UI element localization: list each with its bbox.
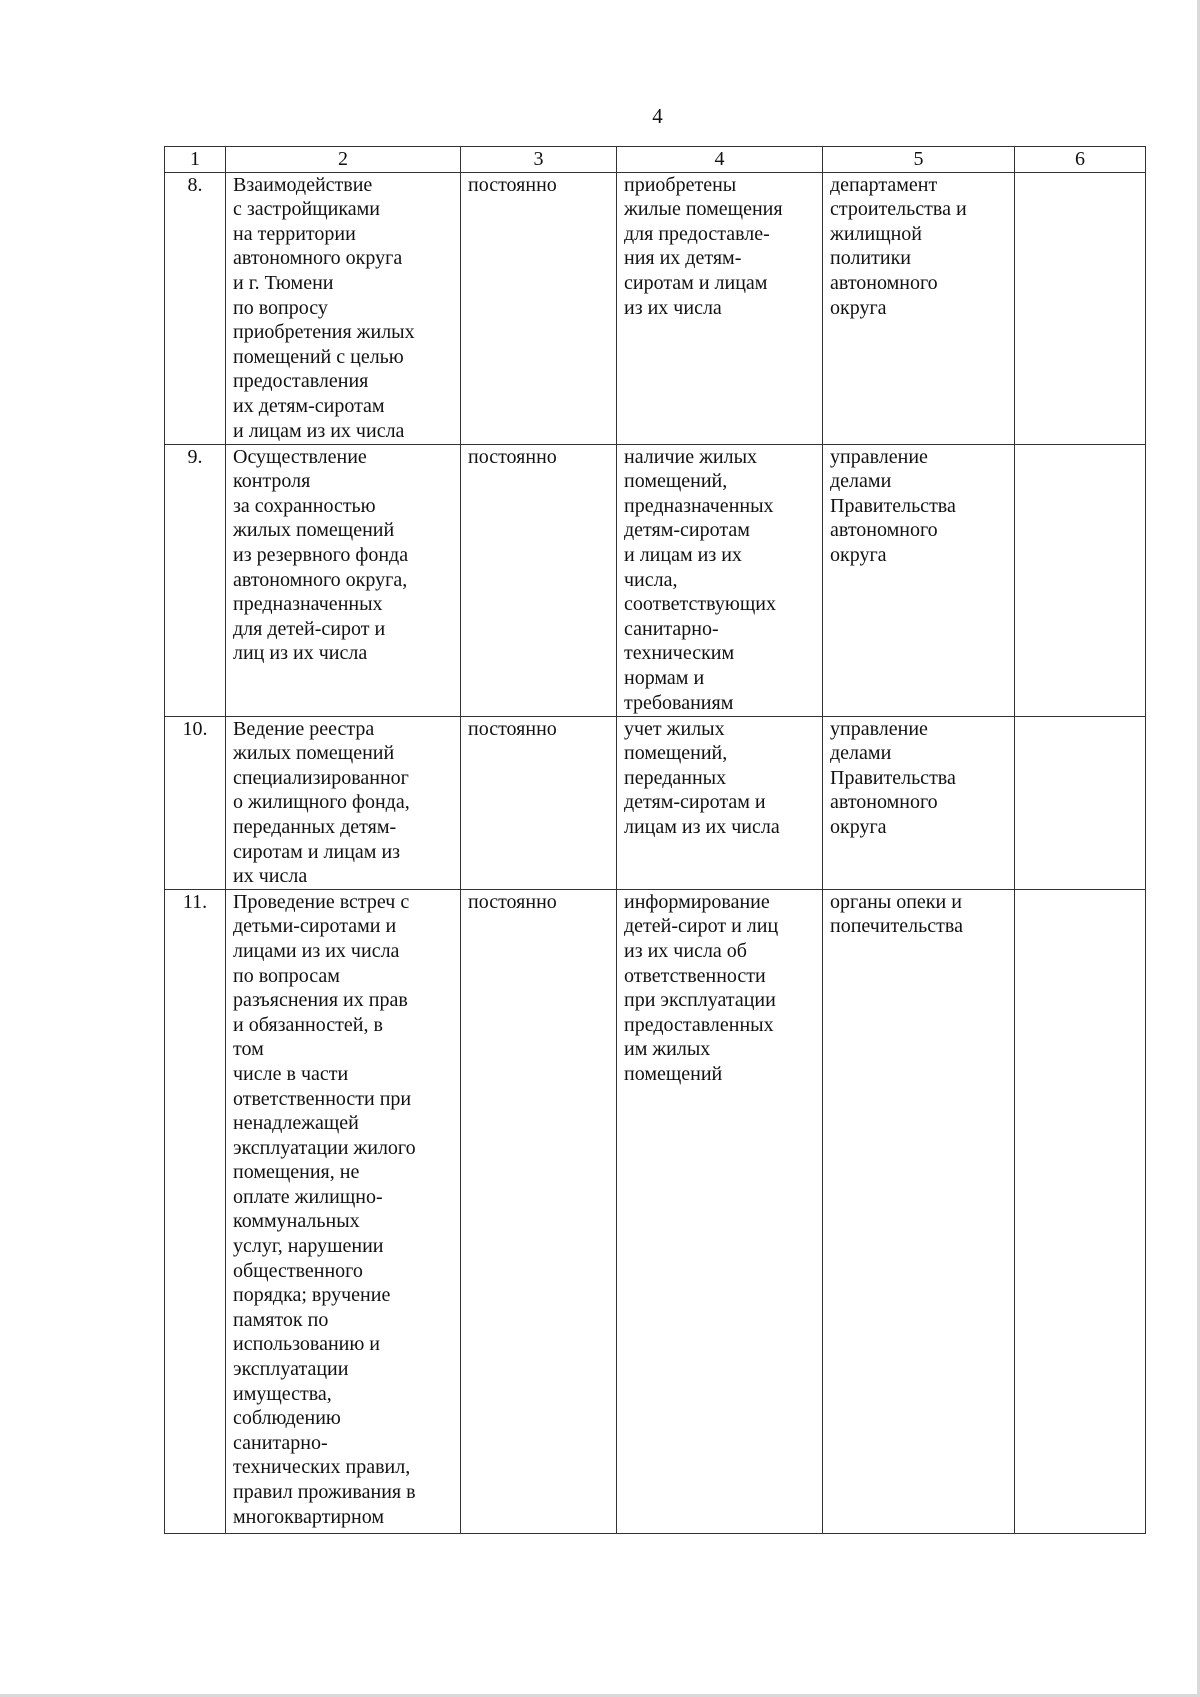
text-line: детьми-сиротами и bbox=[233, 915, 397, 938]
text-line: наличие жилых bbox=[624, 445, 758, 468]
page-number: 4 bbox=[652, 104, 663, 128]
expected-result-cell bbox=[617, 716, 823, 889]
responsible-cell bbox=[823, 889, 1015, 1533]
text-line: округа bbox=[830, 815, 887, 838]
term-cell: постоянно bbox=[461, 444, 617, 716]
column-number-5: 5 bbox=[823, 147, 1015, 173]
expected-result-cell bbox=[617, 889, 823, 1533]
text-line: предоставленных bbox=[624, 1013, 774, 1036]
text-line: переданных детям- bbox=[233, 815, 397, 838]
table-row bbox=[165, 172, 1146, 444]
responsible-cell bbox=[823, 444, 1015, 716]
text-line: детям-сиротам и bbox=[624, 791, 766, 814]
text-line: автономного bbox=[830, 791, 938, 814]
row-number: 11. bbox=[165, 889, 226, 1533]
table-row bbox=[165, 444, 1146, 716]
text-line: предназначенных bbox=[233, 593, 383, 616]
responsible-cell bbox=[823, 716, 1015, 889]
text-line: предназначенных bbox=[624, 494, 774, 517]
text-line: Проведение встреч с bbox=[233, 890, 410, 913]
text-line: эксплуатации жилого bbox=[233, 1136, 416, 1159]
text-line: из резервного фонда bbox=[233, 543, 409, 566]
note-cell bbox=[1015, 716, 1146, 889]
text-line: округа bbox=[830, 296, 887, 319]
text-line: Осуществление bbox=[233, 445, 367, 468]
text-line: на территории bbox=[233, 222, 356, 245]
responsible-cell bbox=[823, 172, 1015, 444]
text-line: делами bbox=[830, 470, 892, 493]
text-line: и лицам из их bbox=[624, 543, 742, 566]
text-line: из их числа bbox=[624, 296, 722, 319]
text-line: автономного округа bbox=[233, 247, 403, 270]
text-line: управление bbox=[830, 717, 928, 740]
text-line: услуг, нарушении bbox=[233, 1235, 384, 1258]
text-line: при эксплуатации bbox=[624, 989, 776, 1012]
text-line: имущества, bbox=[233, 1382, 332, 1405]
text-line: помещений, bbox=[624, 470, 728, 493]
text-line: жилищной bbox=[830, 222, 923, 245]
text-line: детей-сирот и лиц bbox=[624, 915, 779, 938]
text-line: специализированног bbox=[233, 766, 409, 789]
activity-cell bbox=[226, 444, 461, 716]
row-number: 9. bbox=[165, 444, 226, 716]
table-row bbox=[165, 889, 1146, 1533]
column-number-6: 6 bbox=[1015, 147, 1146, 173]
text-line: техническим bbox=[624, 642, 735, 665]
note-cell bbox=[1015, 889, 1146, 1533]
text-line: Правительства bbox=[830, 494, 956, 517]
text-line: том bbox=[233, 1038, 264, 1061]
text-line: автономного округа, bbox=[233, 568, 408, 591]
text-line: коммунальных bbox=[233, 1210, 360, 1233]
text-line: для предоставле- bbox=[624, 222, 770, 245]
text-line: нормам и bbox=[624, 666, 705, 689]
text-line: контроля bbox=[233, 470, 311, 493]
text-line: за сохранностью bbox=[233, 494, 376, 517]
table-row bbox=[165, 716, 1146, 889]
text-line: органы опеки и bbox=[830, 890, 962, 913]
text-line: управление bbox=[830, 445, 928, 468]
term-cell: постоянно bbox=[461, 889, 617, 1533]
text-line: числа, bbox=[624, 568, 678, 591]
text-line: их числа bbox=[233, 865, 308, 888]
term-cell: постоянно bbox=[461, 716, 617, 889]
activity-cell bbox=[226, 716, 461, 889]
text-line: с застройщиками bbox=[233, 198, 380, 221]
activity-cell bbox=[226, 172, 461, 444]
text-line: разъяснения их прав bbox=[233, 989, 408, 1012]
text-line: ответственности bbox=[624, 964, 766, 987]
column-number-row bbox=[165, 147, 1146, 173]
text-line: сиротам и лицам из bbox=[233, 840, 401, 863]
text-line: требованиям bbox=[624, 691, 734, 714]
text-line: для детей-сирот и bbox=[233, 617, 386, 640]
text-line: санитарно- bbox=[233, 1431, 328, 1454]
text-line: жилые помещения bbox=[624, 198, 783, 221]
text-line: технических правил, bbox=[233, 1456, 411, 1479]
text-line: санитарно- bbox=[624, 617, 719, 640]
text-line: помещений с целью bbox=[233, 345, 404, 368]
expected-result-cell bbox=[617, 444, 823, 716]
column-number-2: 2 bbox=[226, 147, 461, 173]
text-line: памяток по bbox=[233, 1308, 329, 1331]
text-line: Взаимодействие bbox=[233, 173, 373, 196]
text-line: правил проживания в bbox=[233, 1481, 416, 1503]
text-line: по вопросу bbox=[233, 296, 328, 319]
text-line: попечительства bbox=[830, 915, 963, 938]
text-line: их детям-сиротам bbox=[233, 394, 385, 417]
text-line: предоставления bbox=[233, 370, 369, 393]
text-line: помещений, bbox=[624, 742, 728, 765]
text-line: автономного bbox=[830, 519, 938, 542]
activity-plan-table bbox=[164, 146, 1146, 1534]
text-line: приобретения жилых bbox=[233, 321, 415, 344]
text-line: автономного bbox=[830, 271, 938, 294]
text-line: и г. Тюмени bbox=[233, 271, 334, 294]
text-line: и лицам из их числа bbox=[233, 419, 405, 442]
row-number: 10. bbox=[165, 716, 226, 889]
text-line: соответствующих bbox=[624, 593, 776, 616]
text-line: оплате жилищно- bbox=[233, 1185, 383, 1208]
text-line: помещений bbox=[624, 1062, 723, 1085]
text-line: строительства и bbox=[830, 198, 967, 221]
text-line: лицам из их числа bbox=[624, 815, 780, 838]
text-line: использованию и bbox=[233, 1333, 381, 1356]
text-line: учет жилых bbox=[624, 717, 725, 740]
text-line: жилых помещений bbox=[233, 519, 395, 542]
column-number-3: 3 bbox=[461, 147, 617, 173]
text-line: переданных bbox=[624, 766, 727, 789]
note-cell bbox=[1015, 172, 1146, 444]
text-line: по вопросам bbox=[233, 964, 340, 987]
text-line: ненадлежащей bbox=[233, 1112, 359, 1135]
text-line: числе в части bbox=[233, 1062, 349, 1085]
text-line: и обязанностей, в bbox=[233, 1013, 383, 1036]
activity-cell bbox=[226, 889, 461, 1533]
text-line: о жилищного фонда, bbox=[233, 791, 410, 814]
text-line: сиротам и лицам bbox=[624, 271, 768, 294]
text-line: жилых помещений bbox=[233, 742, 395, 765]
text-line: приобретены bbox=[624, 173, 737, 196]
text-line: Ведение реестра bbox=[233, 717, 375, 740]
text-line: лиц из их числа bbox=[233, 642, 368, 665]
table-rows bbox=[165, 172, 1146, 1533]
text-line: общественного bbox=[233, 1259, 363, 1282]
text-line: эксплуатации bbox=[233, 1358, 349, 1381]
text-line: из их числа об bbox=[624, 939, 747, 962]
note-cell bbox=[1015, 444, 1146, 716]
text-line: помещения, не bbox=[233, 1161, 360, 1184]
column-number-4: 4 bbox=[617, 147, 823, 173]
text-line: округа bbox=[830, 543, 887, 566]
text-line: ния их детям- bbox=[624, 247, 742, 270]
text-line: политики bbox=[830, 247, 911, 270]
text-line: информирование bbox=[624, 890, 770, 913]
text-line: ответственности при bbox=[233, 1087, 412, 1110]
text-line: делами bbox=[830, 742, 892, 765]
text-line: им жилых bbox=[624, 1038, 711, 1061]
column-number-1: 1 bbox=[165, 147, 226, 173]
text-line: лицами из их числа bbox=[233, 939, 400, 962]
term-cell: постоянно bbox=[461, 172, 617, 444]
text-line: порядка; вручение bbox=[233, 1284, 391, 1307]
text-line: соблюдению bbox=[233, 1407, 341, 1430]
expected-result-cell bbox=[617, 172, 823, 444]
text-line: многоквартирном bbox=[233, 1505, 384, 1528]
row-number: 8. bbox=[165, 172, 226, 444]
text-line: детям-сиротам bbox=[624, 519, 750, 542]
text-line: департамент bbox=[830, 173, 938, 196]
text-line: Правительства bbox=[830, 766, 956, 789]
